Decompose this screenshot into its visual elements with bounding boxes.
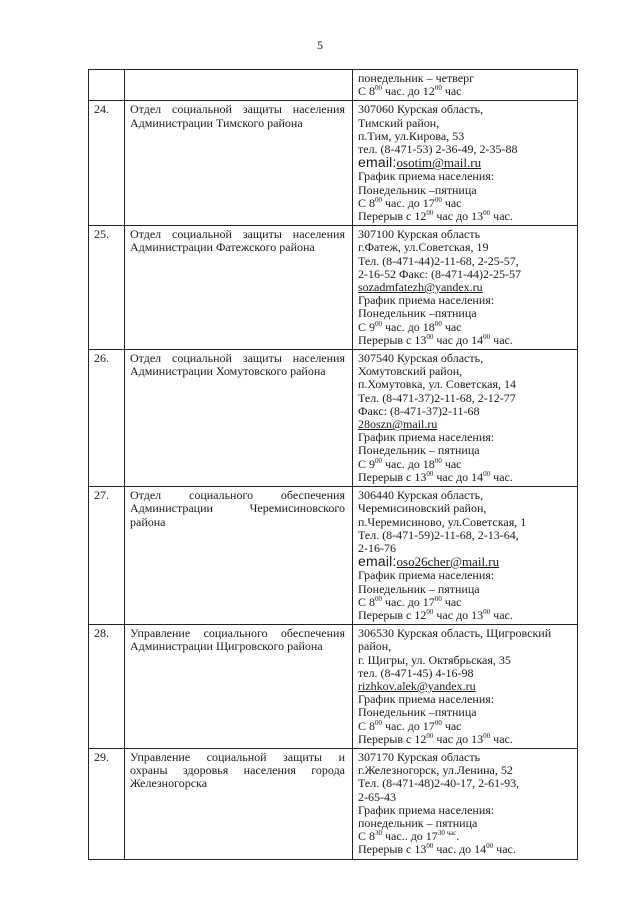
page-number: 5 — [317, 38, 323, 52]
schedule-days: Понедельник –пятница — [358, 307, 477, 321]
break-hours: Перерыв с $12^{00}$ час до $13^{00}$ час. — [358, 210, 513, 224]
address-line: тел. (8-471-53) 2-36-49, 2-35-88 — [358, 142, 518, 157]
schedule-title: График приема населения: — [358, 803, 495, 817]
schedule-title: График приема населения: — [358, 693, 495, 707]
department-name-cell — [125, 70, 353, 101]
row-number-cell: 27. — [89, 487, 125, 625]
department-name-cell: Управление социальной защиты и охраны здоровья населения города Железногорска — [125, 748, 353, 859]
email-label: email: — [358, 555, 397, 570]
email-label: email: — [358, 156, 397, 171]
address-line: 307060 Курская область, — [358, 102, 484, 117]
email-line — [358, 680, 573, 693]
contact-info-cell — [353, 487, 578, 625]
table-row — [89, 625, 578, 749]
schedule-days: Понедельник – пятница — [358, 582, 480, 596]
row-number-cell: 24. — [89, 101, 125, 226]
address-line: п.Хомутовка, ул. Советская, 14 — [358, 377, 517, 392]
row-number-cell: 28. — [89, 625, 125, 749]
contact-info-cell — [353, 226, 578, 350]
table-row — [89, 226, 578, 350]
contact-info-cell — [353, 70, 578, 101]
department-name-cell: Управление социального обеспечения Администрации Щигровского района — [125, 625, 353, 749]
address-line: 306440 Курская область, — [358, 488, 484, 503]
contact-info-cell — [353, 625, 578, 749]
address-line: г.Железногорск, ул.Ленина, 52 — [358, 763, 513, 778]
address-line: Тел. (8-471-48)2-40-17, 2-61-93, — [358, 776, 520, 791]
work-hours: С $9^{00}$ час. до $18^{00}$ час — [358, 320, 462, 334]
work-hours: С $8^{00}$ час. до $17^{00}$ час — [358, 595, 462, 609]
address-line: Факс: (8-471-37)2-11-68 — [358, 403, 480, 418]
address-line: 307540 Курская область, — [358, 351, 484, 366]
break-hours: Перерыв с $13^{00}$ час до $14^{00}$ час. — [358, 333, 513, 347]
address-line: 307100 Курская область — [358, 227, 481, 242]
address-line: Тимский район, — [358, 115, 440, 130]
schedule-title: График приема населения: — [358, 170, 495, 184]
email-link[interactable]: rizhkov.alek@yandex.ru — [358, 679, 476, 693]
contact-info-cell — [353, 350, 578, 487]
schedule-title: График приема населения: — [358, 294, 495, 308]
work-hours: С $8^{00}$ час. до $17^{00}$ час — [358, 196, 462, 210]
break-hours: Перерыв с $12^{00}$ час до $13^{00}$ час. — [358, 732, 513, 746]
row-number-cell: 26. — [89, 350, 125, 487]
email-line — [358, 555, 573, 569]
table-row — [89, 70, 578, 101]
email-line — [358, 156, 573, 170]
email-line — [358, 418, 573, 431]
table-row — [89, 748, 578, 859]
address-line: Хомутовский район, — [358, 364, 463, 379]
work-hours: С $9^{00}$ час. до $18^{00}$ час — [358, 457, 462, 471]
email-link[interactable]: 28oszn@mail.ru — [358, 418, 438, 432]
work-hours: С $8^{00}$ час. до $12^{00}$ час — [358, 85, 462, 99]
row-number-cell: 25. — [89, 226, 125, 350]
row-number-cell — [89, 70, 125, 101]
address-line: г.Фатеж, ул.Советская, 19 — [358, 240, 489, 255]
contact-info-cell — [353, 101, 578, 226]
table-row — [89, 101, 578, 226]
address-line: Черемисиновский район, — [358, 501, 487, 516]
table-row — [89, 350, 578, 487]
schedule-days: Понедельник –пятница — [358, 706, 477, 720]
schedule-title: График приема населения: — [358, 569, 495, 583]
address-line: Тел. (8-471-37)2-11-68, 2-12-77 — [358, 390, 516, 405]
address-line: Тел. (8-471-44)2-11-68, 2-25-57, — [358, 253, 519, 268]
department-name-cell: Отдел социального обеспечения Администрации Черемисиновского района — [125, 487, 353, 625]
department-name-cell: Отдел социальной защиты населения Администрации Тимского района — [125, 101, 353, 226]
contacts-table — [88, 69, 578, 860]
work-hours: С $8^{00}$ час. до $17^{00}$ час — [358, 719, 462, 733]
schedule-title: График приема населения: — [358, 431, 495, 445]
address-line: тел. (8-471-45) 4-16-98 — [358, 665, 474, 680]
break-hours: Перерыв с $12^{00}$ час до $13^{00}$ час. — [358, 608, 513, 622]
email-link[interactable]: oso26cher@mail.ru — [396, 555, 500, 570]
table-row — [89, 487, 578, 625]
address-line: 306530 Курская область, Щигровский район, — [358, 626, 552, 654]
address-line: 2-65-43 — [358, 789, 396, 804]
break-hours: Перерыв с $13^{00}$ час до $14^{00}$ час. — [358, 470, 513, 484]
email-line — [358, 281, 573, 294]
email-link[interactable]: sozadmfatezh@yandex.ru — [358, 281, 483, 295]
department-name-cell: Отдел социальной защиты населения Администрации Фатежского района — [125, 226, 353, 350]
row-number-cell: 29. — [89, 748, 125, 859]
address-line: 307170 Курская область — [358, 749, 481, 764]
schedule-days: Понедельник – пятница — [358, 444, 480, 458]
break-hours: Перерыв с $13^{00}$ час. до $14^{00}$ час. — [358, 843, 516, 857]
department-name-cell: Отдел социальной защиты населения Администрации Хомутовского района — [125, 350, 353, 487]
address-line: г. Щигры, ул. Октябрьская, 35 — [358, 652, 511, 667]
address-line: 2-16-76 — [358, 540, 396, 555]
schedule-days: Понедельник –пятница — [358, 183, 477, 197]
address-line: Тел. (8-471-59)2-11-68, 2-13-64, — [358, 527, 519, 542]
schedule-days: понедельник – пятница — [358, 816, 478, 830]
contact-info-cell — [353, 748, 578, 859]
work-hours: С $8^{30}$ час.. до $17^{30 час}$. — [358, 830, 460, 844]
email-link[interactable]: osotim@mail.ru — [396, 156, 482, 171]
address-line: п.Тим, ул.Кирова, 53 — [358, 128, 465, 143]
address-line: п.Черемисиново, ул.Советская, 1 — [358, 514, 527, 529]
schedule-days: понедельник – четверг — [358, 72, 475, 85]
address-line: 2-16-52 Факс: (8-471-44)2-25-57 — [358, 266, 521, 281]
